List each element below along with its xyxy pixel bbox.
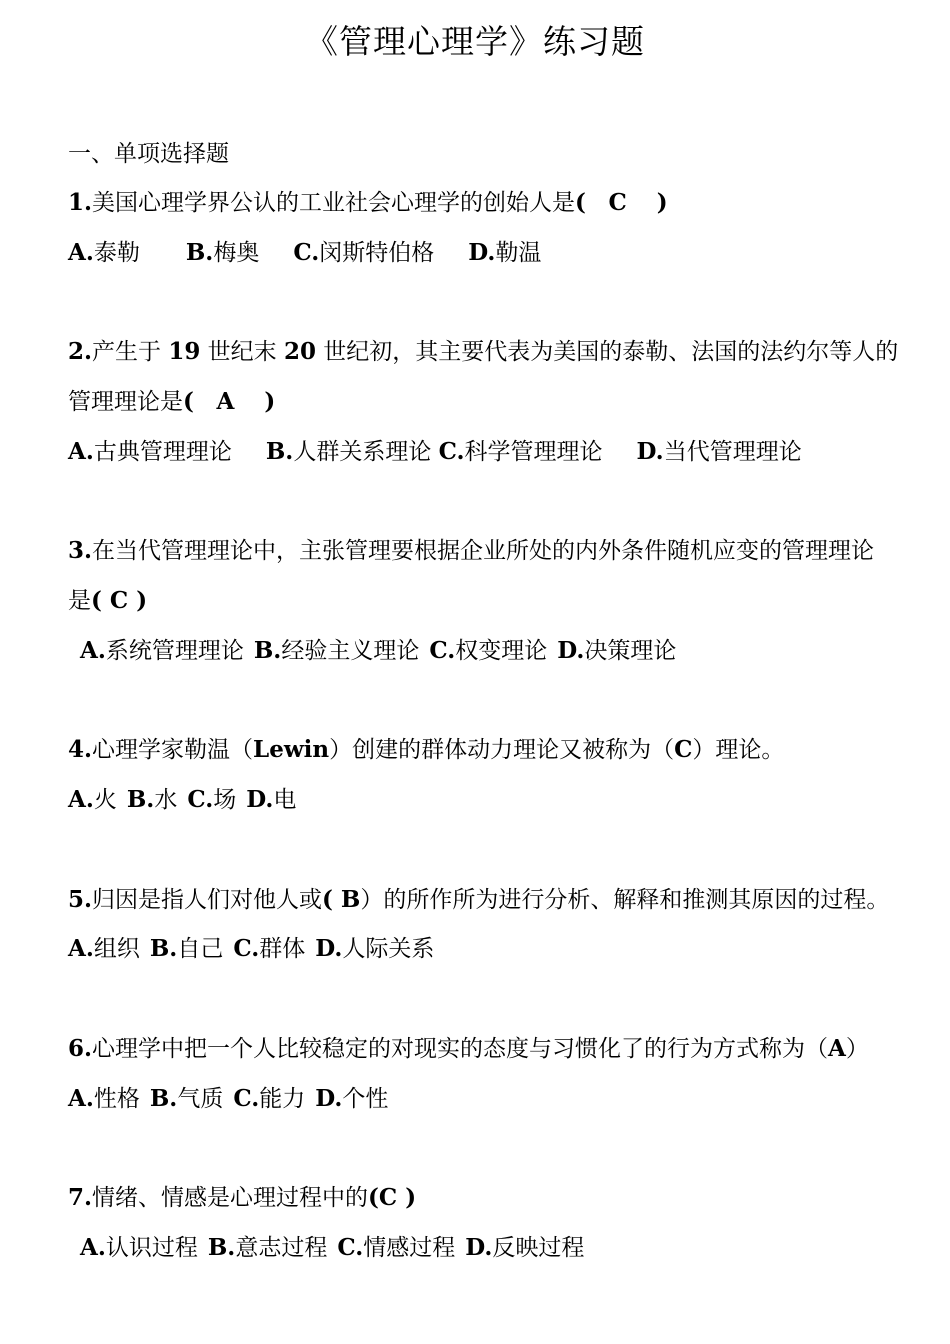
section-heading: 一、单项选择题 — [68, 141, 229, 167]
question-2-stem: 2.产生于 19 世纪末 20 世纪初，其主要代表为美国的泰勒、法国的法约尔等人的 — [68, 338, 899, 365]
question-4-stem: 4.心理学家勒温（Lewin）创建的群体动力理论又被称为（C）理论。 — [68, 736, 785, 763]
page-title: 《管理心理学》练习题 — [305, 22, 645, 61]
question-3-stem-cont: 是( C ) — [68, 587, 148, 614]
question-7-options: A.认识过程 B.意志过程 C.情感过程 D.反映过程 — [80, 1234, 585, 1261]
question-1-stem: 1.美国心理学界公认的工业社会心理学的创始人是( C ) — [68, 189, 668, 216]
question-2-stem-cont: 管理理论是( A ) — [68, 388, 276, 415]
question-6-stem: 6.心理学中把一个人比较稳定的对现实的态度与习惯化了的行为方式称为（A） — [68, 1035, 869, 1062]
question-1-options: A.泰勒 B.梅奥 C.闵斯特伯格 D.勒温 — [68, 239, 542, 266]
question-3-options: A.系统管理理论 B.经验主义理论 C.权变理论 D.决策理论 — [80, 637, 677, 664]
question-5-options: A.组织 B.自己 C.群体 D.人际关系 — [68, 935, 435, 962]
question-6-options: A.性格 B.气质 C.能力 D.个性 — [68, 1085, 389, 1112]
question-4-options: A.火 B.水 C.场 D.电 — [68, 786, 297, 813]
question-5-stem: 5.归因是指人们对他人或( B）的所作所为进行分析、解释和推测其原因的过程。 — [68, 886, 890, 913]
question-7-stem: 7.情绪、情感是心理过程中的(C ) — [68, 1184, 417, 1211]
question-2-options: A.古典管理理论 B.人群关系理论 C.科学管理理论 D.当代管理理论 — [68, 438, 802, 465]
question-3-stem: 3.在当代管理理论中，主张管理要根据企业所处的内外条件随机应变的管理理论 — [68, 537, 875, 564]
